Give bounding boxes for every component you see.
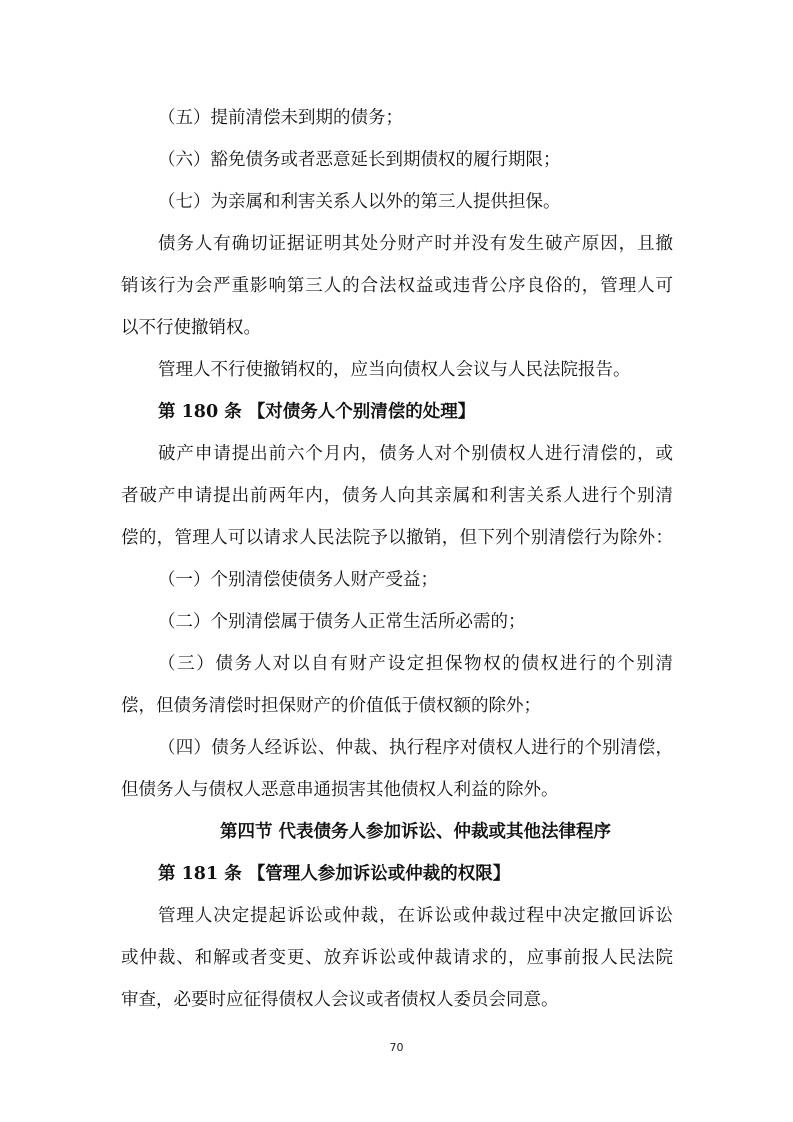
paragraph-line: （七）为亲属和利害关系人以外的第三人提供担保。 [158,192,561,212]
paragraph-line: 偿的，管理人可以请求人民法院予以撤销，但下列个别清偿行为除外： [121,528,673,548]
list-item: （三）债务人对以自有财产设定担保物权的债权进行的个别清 [158,654,673,674]
paragraph-line: （五）提前清偿未到期的债务； [158,108,403,128]
paragraph-line: 管理人决定提起诉讼或仲裁，在诉讼或仲裁过程中决定撤回诉讼 [158,906,673,926]
paragraph-line: （六）豁免债务或者恶意延长到期债权的履行期限； [158,150,561,170]
list-item-continuation: 但债务人与债权人恶意串通损害其他债权人利益的除外。 [121,780,559,800]
paragraph-line: 破产申请提出前六个月内，债务人对个别债权人进行清偿的，或 [158,444,673,464]
page-number: 70 [389,1041,404,1054]
article-heading: 第 180 条 【对债务人个别清偿的处理】 [158,402,476,422]
paragraph-line: 审查，必要时应征得债权人会议或者债权人委员会同意。 [121,990,559,1010]
list-item: （一）个别清偿使债务人财产受益； [158,570,438,590]
paragraph-line: 或仲裁、和解或者变更、放弃诉讼或仲裁请求的，应事前报人民法院 [121,948,673,968]
list-item: （四）债务人经诉讼、仲裁、执行程序对债权人进行的个别清偿， [158,738,673,758]
paragraph-line: 销该行为会严重影响第三人的合法权益或违背公序良俗的，管理人可 [121,276,673,296]
paragraph-line: 以不行使撤销权。 [121,318,261,338]
paragraph-line: 者破产申请提出前两年内，债务人向其亲属和利害关系人进行个别清 [121,486,673,506]
list-item: （二）个别清偿属于债务人正常生活所必需的； [158,612,526,632]
section-heading: 第四节 代表债务人参加诉讼、仲裁或其他法律程序 [219,822,612,842]
article-heading: 第 181 条 【管理人参加诉讼或仲裁的权限】 [158,864,511,884]
list-item-continuation: 偿，但债务清偿时担保财产的价值低于债权额的除外； [121,696,541,716]
paragraph-line: 债务人有确切证据证明其处分财产时并没有发生破产原因，且撤 [158,234,673,254]
paragraph-line: 管理人不行使撤销权的，应当向债权人会议与人民法院报告。 [158,360,631,380]
